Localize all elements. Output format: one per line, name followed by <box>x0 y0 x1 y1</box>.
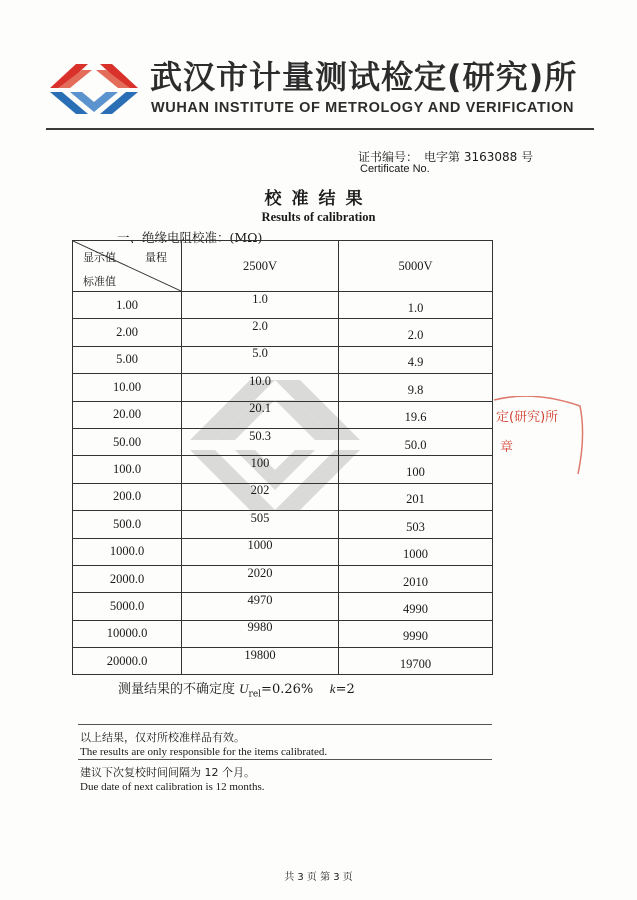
table-row <box>73 593 493 620</box>
coverage-factor-value: =2 <box>335 682 355 697</box>
org-name-en: WUHAN INSTITUTE OF METROLOGY AND VERIFICATION <box>151 100 575 116</box>
seal-text-1: 定(研究)所 <box>496 410 559 425</box>
reading-5000v-cell-text: 19.6 <box>404 410 427 425</box>
standard-value-cell <box>73 428 182 455</box>
note-validity-en: The results are only responsible for the items calibrated. <box>80 746 328 758</box>
table-row <box>73 511 493 538</box>
header-range-label: 量程 <box>145 251 167 264</box>
reading-2500v-cell-text: 9980 <box>247 620 273 635</box>
notes-divider-mid <box>78 759 492 760</box>
standard-value-cell-text: 10.00 <box>112 379 142 394</box>
standard-value-cell <box>73 620 182 647</box>
standard-value-cell <box>73 511 182 538</box>
standard-value-cell <box>73 346 182 373</box>
reading-5000v-cell <box>339 292 493 319</box>
reading-5000v-cell-text: 1000 <box>403 547 428 562</box>
uncertainty-statement <box>118 678 355 700</box>
certificate-label-cn: 证书编号： <box>358 150 419 164</box>
reading-5000v-cell <box>339 511 493 538</box>
reading-2500v-cell <box>182 511 339 538</box>
certificate-value: 电字第 3163088 号 <box>424 150 534 164</box>
reading-2500v-cell <box>182 346 339 373</box>
reading-5000v-cell <box>339 538 493 565</box>
reading-5000v-cell-text: 2010 <box>403 574 428 589</box>
reading-2500v-cell-text: 2020 <box>247 565 273 580</box>
standard-value-cell-text: 200.0 <box>112 489 142 504</box>
reading-5000v-cell-text: 1.0 <box>407 300 424 315</box>
standard-value-cell <box>73 593 182 620</box>
standard-value-cell-text: 50.00 <box>112 434 142 449</box>
table-row <box>73 538 493 565</box>
standard-value-cell-text: 5000.0 <box>109 598 145 613</box>
standard-value-cell <box>73 319 182 346</box>
uncertainty-prefix: 测量结果的不确定度 <box>118 682 240 697</box>
note-recal-cn: 建议下次复校时间间隔为 12 个月。 <box>80 766 255 779</box>
reading-2500v-cell <box>182 456 339 483</box>
note-recal-en: Due date of next calibration is 12 months. <box>80 781 265 793</box>
standard-value-cell <box>73 401 182 428</box>
coverage-factor-symbol: k <box>329 681 336 696</box>
reading-5000v-cell-text: 19700 <box>399 656 432 671</box>
header-divider <box>46 128 594 130</box>
table-row <box>73 565 493 592</box>
uncertainty-subscript: rel <box>248 689 262 700</box>
reading-2500v-cell-text: 20.1 <box>249 401 271 416</box>
reading-2500v-cell <box>182 292 339 319</box>
uncertainty-symbol: U <box>239 681 249 696</box>
reading-2500v-cell-text: 5.0 <box>252 346 268 361</box>
standard-value-cell-text: 5.00 <box>116 352 138 367</box>
reading-2500v-cell-text: 1.0 <box>252 291 268 306</box>
reading-5000v-cell <box>339 374 493 401</box>
standard-value-cell <box>73 538 182 565</box>
official-seal <box>494 396 584 478</box>
standard-value-cell-text: 10000.0 <box>106 626 148 641</box>
reading-2500v-cell-text: 1000 <box>247 538 273 553</box>
standard-value-cell-text: 100.0 <box>112 462 142 477</box>
reading-5000v-cell <box>339 483 493 510</box>
reading-5000v-cell <box>339 346 493 373</box>
org-name-cn: 武汉市计量测试检定(研究)所 <box>150 58 578 96</box>
reading-5000v-cell <box>339 428 493 455</box>
reading-5000v-cell <box>339 319 493 346</box>
reading-5000v-cell-text: 100 <box>406 465 425 480</box>
reading-5000v-cell-text: 9990 <box>403 629 428 644</box>
reading-2500v-cell-text: 505 <box>250 510 270 525</box>
reading-2500v-cell-text: 4970 <box>247 592 273 607</box>
page-title-en: Results of calibration <box>261 210 376 224</box>
reading-2500v-cell-text: 2.0 <box>252 319 268 334</box>
standard-value-cell-text: 1000.0 <box>109 544 145 559</box>
section-heading: 一、绝缘电阻校准：(MΩ) <box>117 230 263 245</box>
uncertainty-value: =0.26% <box>261 682 314 697</box>
header-standard-label: 标准值 <box>83 275 116 288</box>
reading-5000v-cell <box>339 593 493 620</box>
standard-value-cell-text: 500.0 <box>112 516 142 531</box>
standard-value-cell <box>73 292 182 319</box>
reading-2500v-cell-text: 202 <box>250 483 270 498</box>
standard-value-cell-text: 20.00 <box>112 407 142 422</box>
reading-5000v-cell-text: 4.9 <box>407 355 424 370</box>
standard-value-cell <box>73 648 182 675</box>
table-row <box>73 648 493 675</box>
reading-2500v-cell-text: 100 <box>250 456 270 471</box>
reading-5000v-cell <box>339 456 493 483</box>
standard-value-cell <box>73 374 182 401</box>
table-row <box>73 428 493 455</box>
reading-2500v-cell <box>182 374 339 401</box>
column-header-5000v: 5000V <box>339 241 493 292</box>
reading-5000v-cell-text: 4990 <box>403 601 428 616</box>
notes-divider-top <box>78 724 492 725</box>
reading-5000v-cell <box>339 648 493 675</box>
column-header-2500v: 2500V <box>182 241 339 292</box>
table-row <box>73 292 493 319</box>
certificate-label-en: Certificate No. <box>360 163 430 175</box>
table-row <box>73 374 493 401</box>
reading-2500v-cell <box>182 483 339 510</box>
reading-5000v-cell-text: 2.0 <box>407 328 424 343</box>
reading-5000v-cell-text: 201 <box>406 492 425 507</box>
standard-value-cell-text: 1.00 <box>116 297 138 312</box>
reading-2500v-cell <box>182 428 339 455</box>
table-row <box>73 319 493 346</box>
reading-2500v-cell <box>182 319 339 346</box>
note-validity-cn: 以上结果，仅对所校准样品有效。 <box>80 731 245 744</box>
table-row <box>73 456 493 483</box>
reading-2500v-cell-text: 19800 <box>244 647 276 662</box>
reading-2500v-cell <box>182 620 339 647</box>
reading-2500v-cell <box>182 593 339 620</box>
reading-5000v-cell-text: 50.0 <box>404 437 427 452</box>
reading-5000v-cell-text: 503 <box>406 519 425 534</box>
table-row <box>73 346 493 373</box>
reading-2500v-cell <box>182 565 339 592</box>
table-row <box>73 401 493 428</box>
reading-5000v-cell <box>339 620 493 647</box>
reading-2500v-cell-text: 50.3 <box>249 428 271 443</box>
reading-5000v-cell <box>339 565 493 592</box>
standard-value-cell <box>73 565 182 592</box>
table-header-row <box>73 241 493 292</box>
calibration-table <box>72 240 493 675</box>
institute-logo <box>48 58 140 120</box>
header-display-label: 显示值 <box>83 251 116 264</box>
table-row <box>73 483 493 510</box>
reading-2500v-cell <box>182 401 339 428</box>
reading-2500v-cell-text: 10.0 <box>249 373 271 388</box>
page-title-cn: 校准结果 <box>264 189 373 209</box>
reading-2500v-cell <box>182 648 339 675</box>
standard-value-cell-text: 20000.0 <box>106 653 148 668</box>
standard-value-cell-text: 2000.0 <box>109 571 145 586</box>
reading-5000v-cell <box>339 401 493 428</box>
standard-value-cell <box>73 483 182 510</box>
table-row <box>73 620 493 647</box>
standard-value-cell-text: 2.00 <box>116 325 138 340</box>
reading-5000v-cell-text: 9.8 <box>407 382 424 397</box>
standard-value-cell <box>73 456 182 483</box>
page-number: 共 3 页 第 3 页 <box>284 872 353 883</box>
seal-text-2: 章 <box>500 440 514 455</box>
table-header-corner <box>73 241 182 292</box>
reading-2500v-cell <box>182 538 339 565</box>
